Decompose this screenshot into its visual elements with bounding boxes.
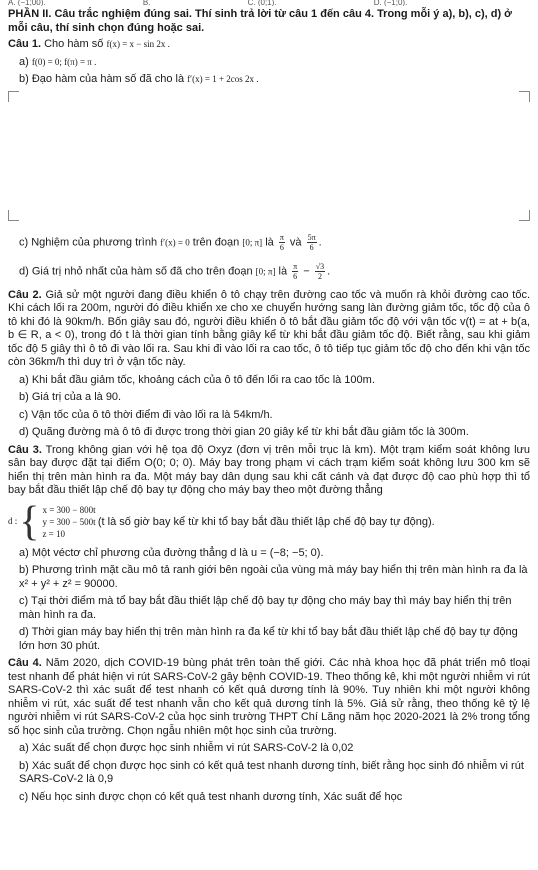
section-title: PHẦN II. Câu trắc nghiệm đúng sai. Thí sinh trả lời từ câu 1 đến câu 4. Trong mỗi ý a), b), c), d) ở mỗi câu, thí sinh chọn đúng hoặc sai. <box>8 8 513 34</box>
equation-line: y = 300 − 500t (t là số giờ bay kể từ khi tổ bay bắt đầu thiết lập chế độ bay tự động). <box>42 515 435 528</box>
question-text: Giả sử một người đang điều khiển ô tô chạy trên đường cao tốc và muốn rà khỏi đường cao tốc. Khi cách lối ra 200m, người đó điều khiển xe cho xe chuyển hướng sang làn đường giảm tốc, tốc độ của ô tô khi đó là 90km/h. Bốn giây sau đó, người điều khiển ô tô bắt đầu giảm tốc độ với vận tốc v(t) = at + b(a, b ∈ R, a < 0), trong đó t là thời gian tính bằng giây kể từ khi bắt đầu giảm tốc độ. Biết rằng, sau khi giảm tốc độ 5 giây thì ô tô đi vào lối ra. Sau khi đi vào lối ra cao tốc, ô tô tiếp tục giảm tốc độ cho đến khi vận tốc còn 36km/h thì duy trì ở vận tốc này. <box>8 288 531 368</box>
q1-option-b: b) Đạo hàm của hàm số đã cho là f′(x) = 1 + 2cos 2x . <box>19 73 259 85</box>
top-cut-line <box>8 0 530 6</box>
question-stem: Cho hàm số <box>44 38 104 50</box>
q1-option-a: a) f(0) = 0; f(π) = π . <box>19 55 97 68</box>
equation-line: x = 300 − 800t <box>42 504 96 515</box>
q2-option-c: c) Vận tốc của ô tô thời điểm đi vào lối ra là 54km/h. <box>19 408 273 421</box>
q4-option-a: a) Xác suất để chọn được học sinh nhiễm vi rút SARS-CoV-2 là 0,02 <box>19 742 354 754</box>
q4-option-b: b) Xác suất để chọn được học sinh có kết quả test nhanh dương tính, biết rằng học sinh đó nhiễm vi rút SARS-CoV-2 là 0,9 <box>19 759 524 785</box>
q1-option-c: c) Nghiệm của phương trình f′(x) = 0 trên đoạn [0; π] là $\frac{\pi}{6}$ và $\frac{5\pi}{6}$ . <box>19 232 322 252</box>
box-corner <box>8 91 19 102</box>
q3-option-a: a) Một véctơ chỉ phương của đường thẳng d là u = (−8; −5; 0). <box>19 546 324 559</box>
function-expression: f(x) = x − sin 2x . <box>106 39 170 49</box>
question-1 <box>8 38 530 52</box>
question-text: Trong không gian với hệ tọa độ Oxyz (đơn vị trên mỗi trục là km). Một trạm kiểm soát không lưu sân bay được đặt tại điểm O(0; 0; 0). Máy bay trong phạm vi cách trạm kiểm soát không lưu 300 km sẽ hiển thị trên màn hình ra đa. Một máy bay dân dụng sau khi cất cánh và đạt được độ cao phù hợp thì tổ bay bắt đầu thiết lập chế độ bay tự động cho máy bay theo một đường thẳng <box>8 443 530 496</box>
line-equation-system: d : { x = 300 − 800t y = 300 − 500t (t là số giờ bay kể từ khi tổ bay bắt đầu thiết lập chế độ bay tự động). z = 10 <box>8 498 435 545</box>
top-fragment: B. <box>142 0 151 6</box>
brace-symbol: { <box>19 498 40 545</box>
q2-option-b: b) Giá trị của a là 90. <box>19 391 122 403</box>
fraction: $\frac{√3}{2}$ <box>315 261 325 281</box>
question-text: Năm 2020, dịch COVID-19 bùng phát trên toàn thế giới. Các nhà khoa học đã phát triển mô tloại test nhanh để phát hiện vi rút SARS-CoV-2 gây bệnh COVID-19. Theo thống kê, khi một người nhiễm vi rút SARS-CoV-2 thì xác suất để test nhanh có kết quả dương tính là 90%. Tuy nhiên khi một người không nhiễm vi rút, xác suất để test nhanh vẫn cho kết quả dương tính là 5%. Giả sử rằng, theo thống kê tỷ lệ người nhiễm vi rút SARS-CoV-2 của học sinh trường THPT Chí Lăng năm học 2020-2021 là 2% trong tổng số học sinh của trường. Chọn ngẫu nhiên một học sinh của trường. <box>8 657 531 737</box>
box-corner <box>519 91 530 102</box>
q2-option-d: d) Quãng đường mà ô tô đi được trong thời gian 20 giây kể từ khi bắt đầu giảm tốc là 300m. <box>19 426 469 438</box>
option-math: f′(x) = 1 + 2cos 2x . <box>187 74 259 84</box>
q3-option-b: b) Phương trình mặt cầu mô tả ranh giới bên ngoài của vùng mà máy bay hiển thị trên màn hình ra đa là x² + y² + z² = 90000. <box>19 564 528 590</box>
fraction: $\frac{\pi}{6}$ <box>279 232 284 252</box>
top-fragment: D. (−1;0). <box>373 0 408 6</box>
q4-option-c: c) Nếu học sinh được chọn có kết quả test nhanh dương tính, Xác suất để học <box>19 790 403 803</box>
question-label: Câu 2. <box>8 288 42 301</box>
question-2 <box>8 289 530 370</box>
question-label: Câu 3. <box>8 443 42 456</box>
fraction: $\frac{5\pi}{6}$ <box>307 232 316 252</box>
q1-option-d: d) Giá trị nhỏ nhất của hàm số đã cho trên đoạn [0; π] là $\frac{\pi}{6}$ − $\frac{√3}{2}$ . <box>19 261 331 281</box>
fraction: $\frac{\pi}{6}$ <box>293 261 298 281</box>
question-4 <box>8 657 530 738</box>
q2-option-a: a) Khi bắt đầu giảm tốc, khoảng cách của ô tô đến lối ra cao tốc là 100m. <box>19 373 375 386</box>
q3-option-d: d) Thời gian máy bay hiển thị trên màn hình ra đa kể từ khi tổ bay bắt đầu thiết lập chế độ bay tự động lớn hơn 30 phút. <box>19 626 518 652</box>
option-math: f(0) = 0; f(π) = π . <box>31 56 97 67</box>
question-label: Câu 4. <box>8 657 42 669</box>
top-fragment: C. (0;1). <box>247 0 277 6</box>
box-corner <box>8 210 19 221</box>
top-fragment: A. (−1;00). <box>8 0 46 6</box>
question-3 <box>8 444 530 498</box>
answer-space-box <box>8 89 530 221</box>
q3-option-c: c) Tại thời điểm mà tổ bay bắt đầu thiết lập chế độ bay tự động cho máy bay thì máy bay hiển thị trên màn hình ra đa. <box>19 595 512 621</box>
box-corner <box>519 210 530 221</box>
document-page <box>8 0 530 804</box>
option-text: Đạo hàm của hàm số đã cho là <box>31 73 185 85</box>
equation-line: z = 10 <box>42 528 66 539</box>
question-label: Câu 1. <box>8 38 42 50</box>
